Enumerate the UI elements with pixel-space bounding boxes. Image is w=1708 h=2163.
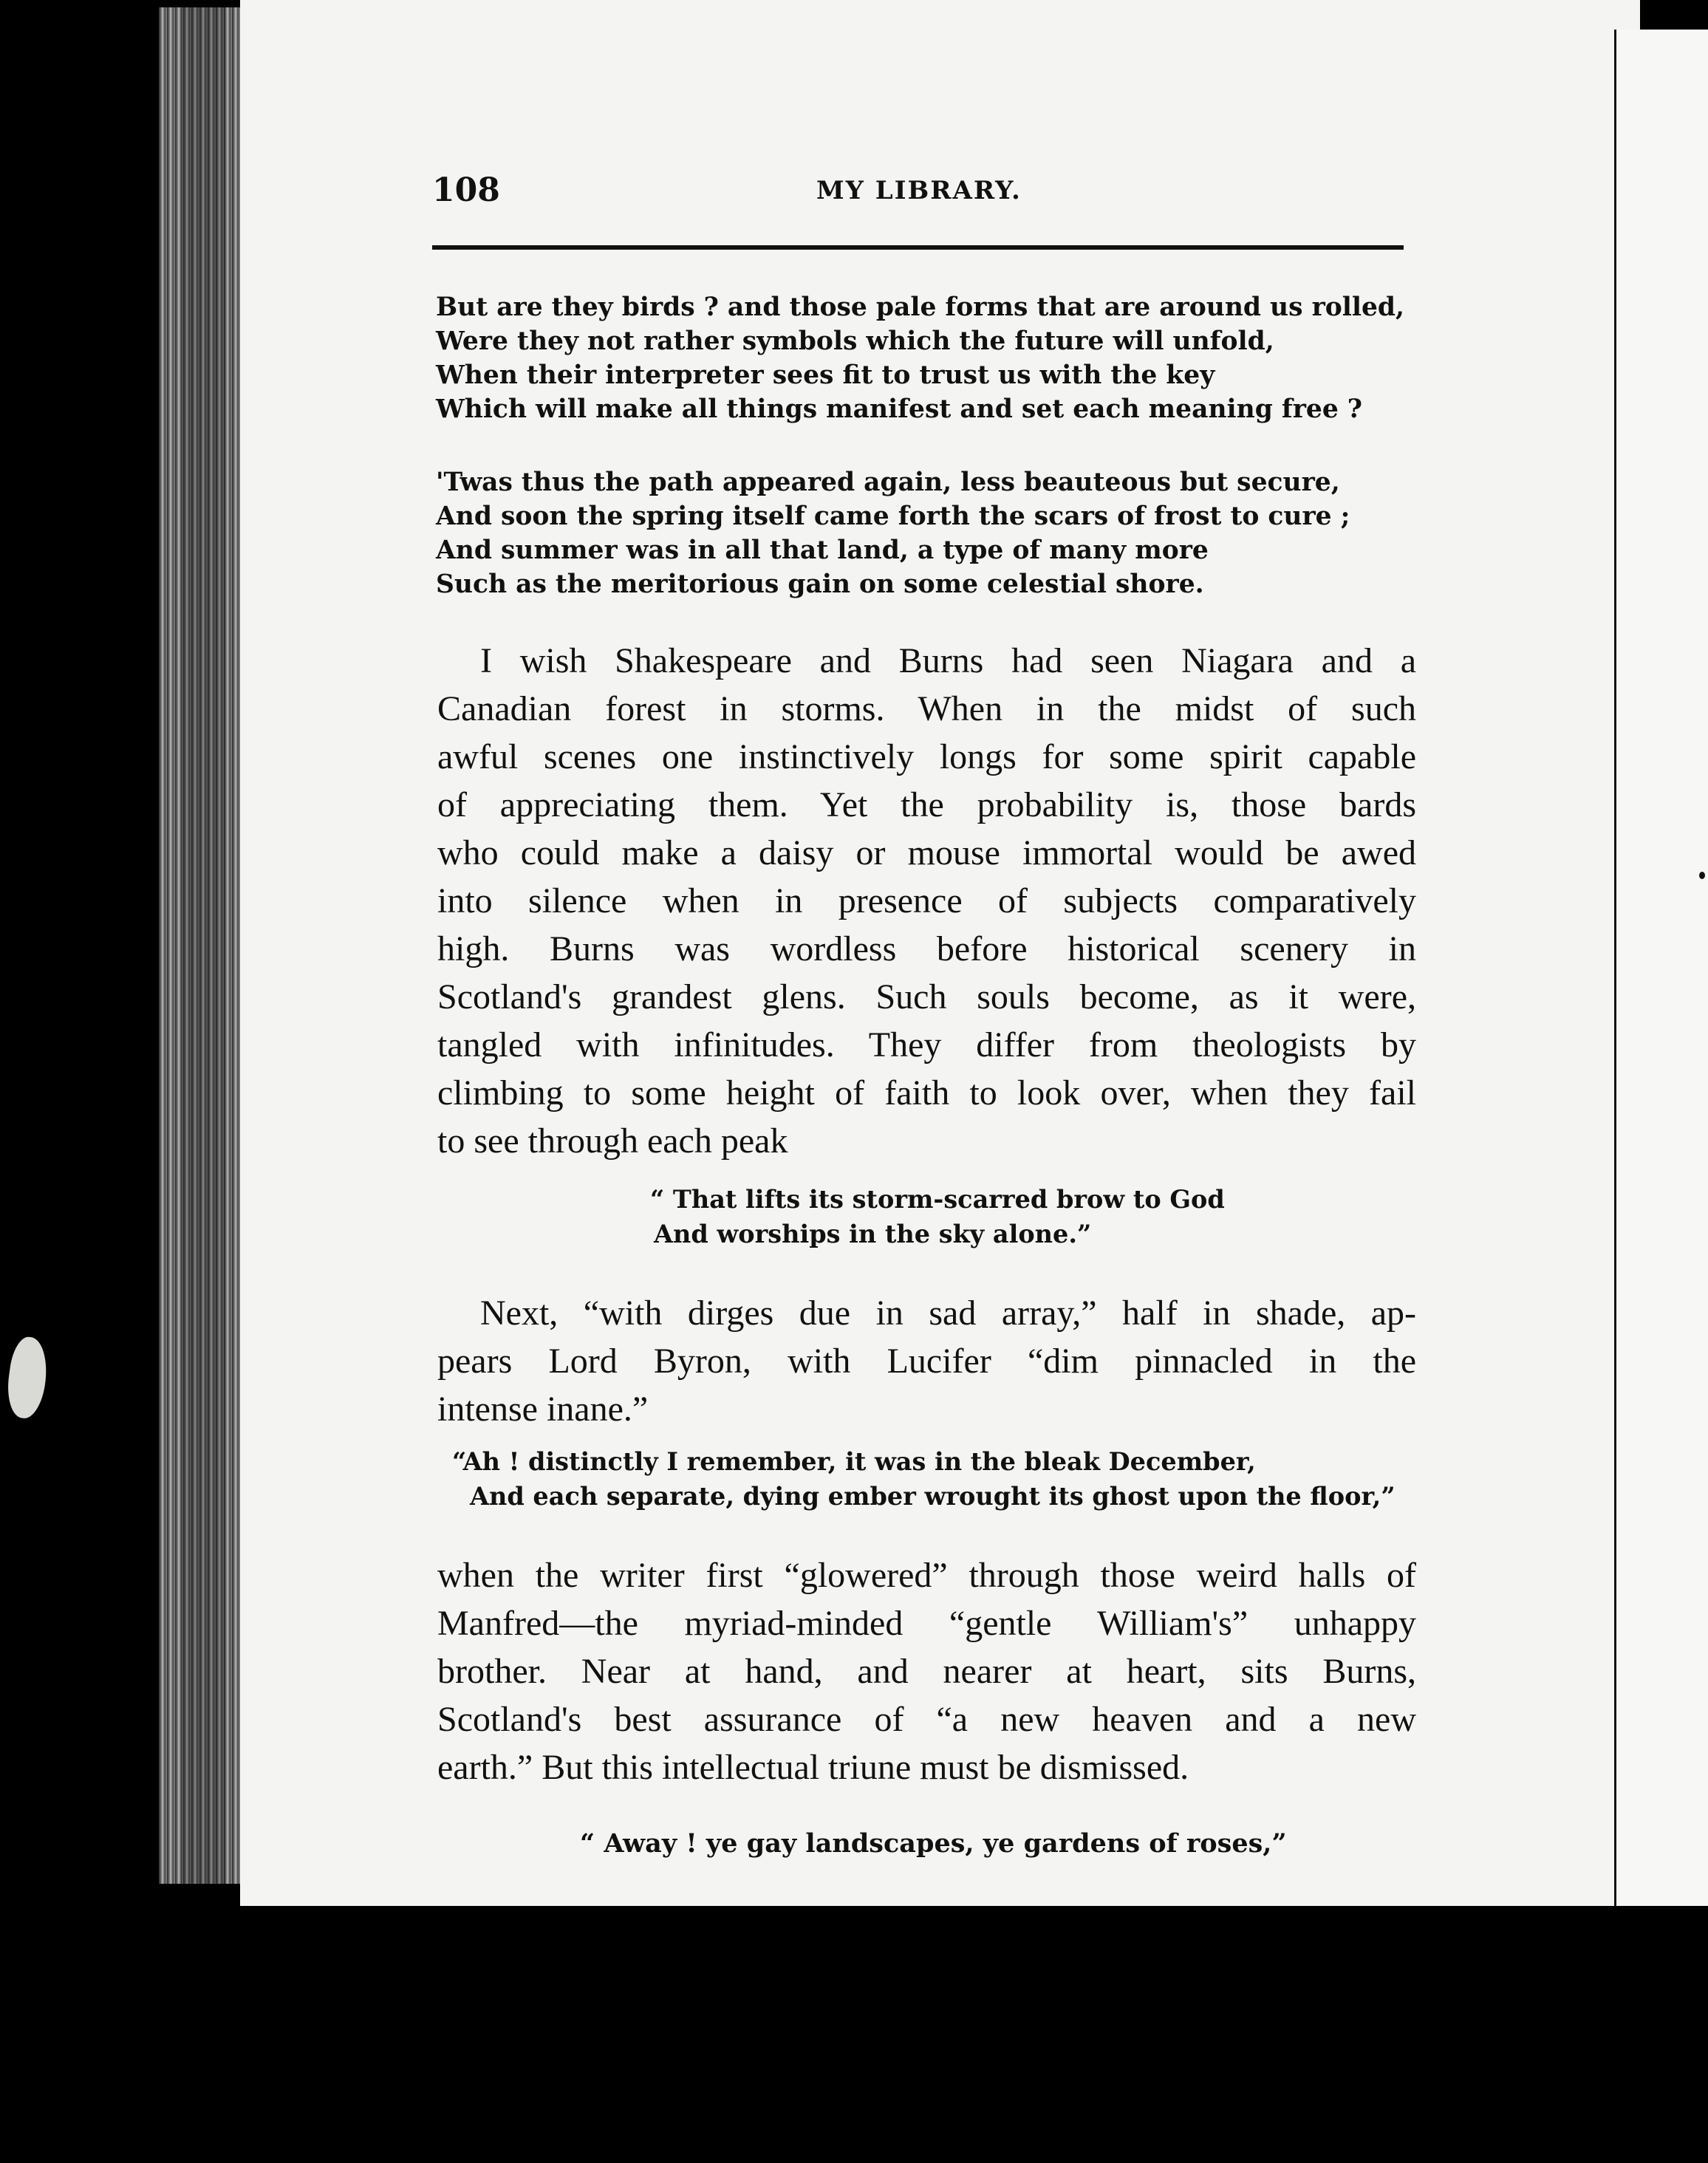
- prose-line: Scotland's grandest glens. Such souls become, as it were,: [437, 977, 1416, 1016]
- prose-line: Next, “with dirges due in sad array,” half in shade, ap-: [480, 1294, 1416, 1333]
- facing-page-edge: [1614, 30, 1708, 1906]
- prose-line: when the writer first “glowered” through those weird halls of: [437, 1556, 1416, 1595]
- quote-line: And each separate, dying ember wrought its ghost upon the floor,”: [470, 1482, 1396, 1511]
- prose-paragraph: [437, 637, 1416, 1165]
- prose-line: earth.” But this intellectual triune must be dismissed.: [437, 1748, 1189, 1787]
- prose-line: Scotland's best assurance of “a new heaven and a new: [437, 1700, 1416, 1739]
- prose-line: who could make a daisy or mouse immortal would be awed: [437, 833, 1416, 872]
- header-rule: [432, 245, 1404, 250]
- prose-line: tangled with infinitudes. They differ from theologists by: [437, 1025, 1416, 1065]
- block-quote: [650, 1182, 1225, 1251]
- block-quote: [452, 1444, 1396, 1514]
- poem-line: And summer was in all that land, a type of many more: [436, 536, 1209, 565]
- prose-line: intense inane.”: [437, 1390, 649, 1429]
- ink-speck: [1699, 872, 1705, 879]
- prose-line: high. Burns was wordless before historical scenery in: [437, 929, 1416, 968]
- prose-paragraph: [437, 1289, 1416, 1433]
- poem-line: Were they not rather symbols which the future will unfold,: [436, 327, 1274, 356]
- page-header: [432, 171, 1404, 223]
- prose-line: I wish Shakespeare and Burns had seen Niagara and a: [480, 641, 1416, 680]
- poem-stanza: [436, 290, 1418, 426]
- poem-line: 'Twas thus the path appeared again, less beauteous but secure,: [436, 468, 1340, 497]
- block-quote: [580, 1826, 1287, 1861]
- prose-line: to see through each peak: [437, 1121, 788, 1161]
- book-page-edges-shadow: [181, 7, 225, 1884]
- page-number: 108: [432, 171, 500, 209]
- poem-stanza: [436, 465, 1418, 601]
- prose-line: brother. Near at hand, and nearer at heart, sits Burns,: [437, 1652, 1416, 1691]
- poem-line: Which will make all things manifest and set each meaning free ?: [436, 394, 1362, 424]
- running-head: MY LIBRARY.: [816, 176, 1022, 205]
- prose-line: into silence when in presence of subjects comparatively: [437, 881, 1416, 920]
- prose-line: Canadian forest in storms. When in the midst of such: [437, 689, 1416, 728]
- prose-line: climbing to some height of faith to look over, when they fail: [437, 1073, 1416, 1113]
- quote-line: “Ah ! distinctly I remember, it was in the bleak December,: [452, 1447, 1256, 1476]
- prose-paragraph: [437, 1551, 1416, 1791]
- quote-line: And worships in the sky alone.”: [654, 1220, 1092, 1248]
- poem-line: Such as the meritorious gain on some celestial shore.: [436, 570, 1204, 599]
- prose-line: awful scenes one instinctively longs for some spirit capable: [437, 737, 1416, 776]
- poem-line: But are they birds ? and those pale forms that are around us rolled,: [436, 293, 1405, 322]
- poem-line: When their interpreter sees fit to trust us with the key: [436, 360, 1215, 390]
- prose-line: Manfred—the myriad-minded “gentle William's” unhappy: [437, 1604, 1416, 1643]
- quote-line: “ Away ! ye gay landscapes, ye gardens of roses,”: [580, 1828, 1287, 1859]
- prose-line: of appreciating them. Yet the probability is, those bards: [437, 785, 1416, 824]
- poem-line: And soon the spring itself came forth the scars of frost to cure ;: [436, 502, 1350, 531]
- quote-line: “ That lifts its storm-scarred brow to God: [650, 1185, 1225, 1214]
- prose-line: pears Lord Byron, with Lucifer “dim pinnacled in the: [437, 1342, 1416, 1381]
